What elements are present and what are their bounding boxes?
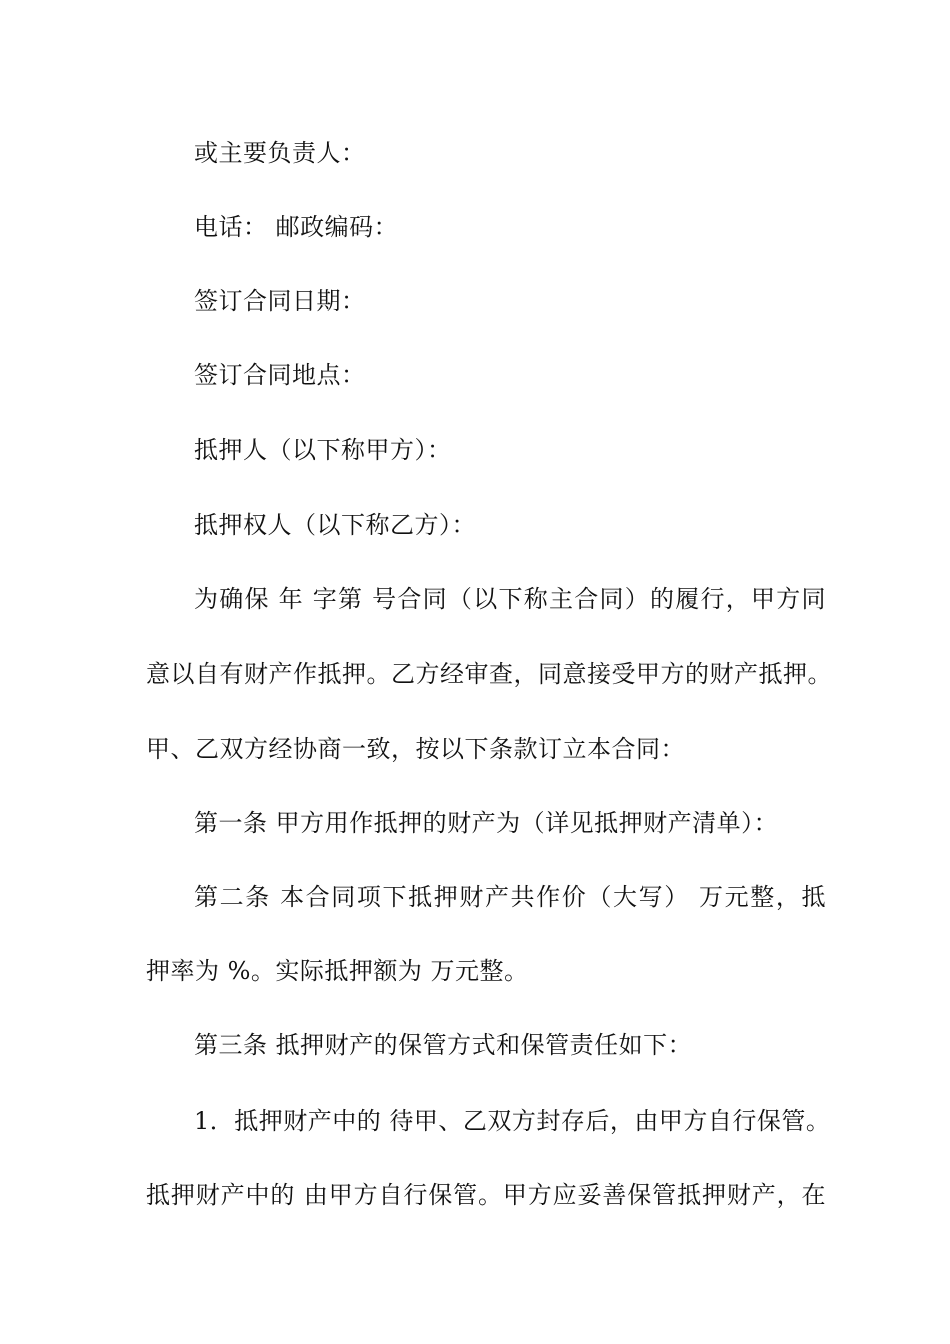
text-line: 电话： 邮政编码：: [194, 213, 399, 241]
text-line: 抵押财产中的 由甲方自行保管。甲方应妥善保管抵押财产，在: [146, 1181, 826, 1209]
text-line: 意以自有财产作抵押。乙方经审查，同意接受甲方的财产抵押。: [146, 660, 832, 688]
text-line: 第一条 甲方用作抵押的财产为（详见抵押财产清单）：: [194, 809, 779, 837]
text-line: 抵押权人（以下称乙方）：: [194, 511, 476, 539]
text-line: 为确保 年 字第 号合同（以下称主合同）的履行，甲方同: [194, 585, 826, 613]
text-line: 签订合同日期：: [194, 287, 366, 315]
text-line: 或主要负责人：: [194, 139, 366, 167]
text-line: 抵押人（以下称甲方）：: [194, 436, 452, 464]
text-line: 第二条 本合同项下抵押财产共作价（大写） 万元整，抵: [194, 883, 826, 911]
text-line: 签订合同地点：: [194, 361, 366, 389]
text-line: 甲、乙双方经协商一致，按以下条款订立本合同：: [146, 735, 685, 763]
text-line: 第三条 抵押财产的保管方式和保管责任如下：: [194, 1031, 693, 1059]
text-line: 押率为 %。实际抵押额为 万元整。: [146, 957, 529, 985]
text-line: 1．抵押财产中的 待甲、乙双方封存后，由甲方自行保管。: [194, 1107, 831, 1135]
